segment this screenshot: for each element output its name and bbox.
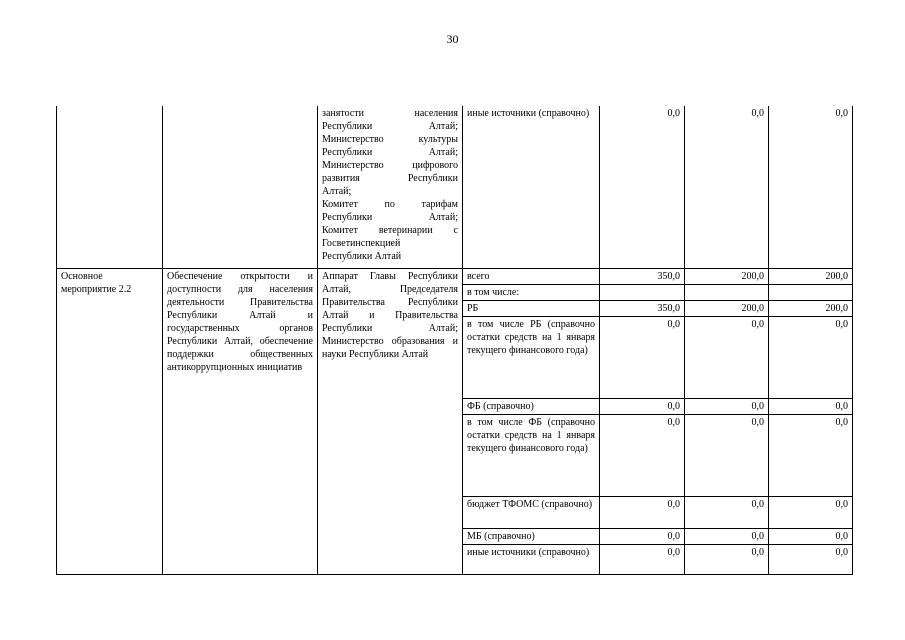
value-cell: 0,0 — [769, 544, 853, 574]
value-cell: 200,0 — [769, 300, 853, 316]
value-cell: 0,0 — [600, 106, 685, 268]
value-cell: 0,0 — [685, 496, 769, 528]
page-number: 30 — [446, 32, 459, 46]
executors-cell: занятости населения Республики Алтай; Министерство культуры Республики Алтай; Министерство цифрового развития Республики Алтай; Комитет по тарифам Республики Алтай; Комитет ветеринарии с Госветинспекцией Республики Алтай — [318, 106, 463, 268]
value-cell: 0,0 — [600, 544, 685, 574]
funding-source-cell: в том числе ФБ (справочно остатки средств на 1 января текущего финансового года) — [463, 414, 600, 496]
value-cell: 200,0 — [769, 268, 853, 284]
value-cell: 350,0 — [600, 300, 685, 316]
measure-description-cell: Обеспечение открытости и доступности для населения деятельности Правительства Республики Алтай и государственных органов Республики Алтай, обеспечение поддержки общественных антикоррупционных инициатив — [163, 268, 318, 574]
measure-name-cell: Основное мероприятие 2.2 — [57, 268, 163, 574]
funding-source-cell: бюджет ТФОМС (справочно) — [463, 496, 600, 528]
program-table — [56, 106, 853, 575]
value-cell — [769, 284, 853, 300]
value-cell: 0,0 — [600, 528, 685, 544]
value-cell: 0,0 — [685, 544, 769, 574]
value-cell: 200,0 — [685, 268, 769, 284]
value-cell: 200,0 — [685, 300, 769, 316]
value-cell: 0,0 — [600, 496, 685, 528]
value-cell: 0,0 — [769, 398, 853, 414]
table-row — [57, 268, 853, 284]
funding-source-cell: в том числе: — [463, 284, 600, 300]
funding-source-cell: в том числе РБ (справочно остатки средств на 1 января текущего финансового года) — [463, 316, 600, 398]
value-cell: 0,0 — [685, 528, 769, 544]
value-cell — [600, 284, 685, 300]
funding-source-cell: иные источники (справочно) — [463, 106, 600, 268]
value-cell: 0,0 — [685, 398, 769, 414]
value-cell: 350,0 — [600, 268, 685, 284]
value-cell: 0,0 — [769, 528, 853, 544]
value-cell: 0,0 — [769, 414, 853, 496]
value-cell: 0,0 — [600, 414, 685, 496]
value-cell: 0,0 — [769, 106, 853, 268]
value-cell: 0,0 — [685, 106, 769, 268]
funding-source-cell: РБ — [463, 300, 600, 316]
funding-source-cell: всего — [463, 268, 600, 284]
value-cell: 0,0 — [600, 316, 685, 398]
value-cell: 0,0 — [685, 414, 769, 496]
value-cell — [685, 284, 769, 300]
funding-source-cell: ФБ (справочно) — [463, 398, 600, 414]
value-cell: 0,0 — [685, 316, 769, 398]
table-row — [57, 106, 853, 268]
funding-source-cell: МБ (справочно) — [463, 528, 600, 544]
funding-source-cell: иные источники (справочно) — [463, 544, 600, 574]
measure-name-cell — [57, 106, 163, 268]
value-cell: 0,0 — [769, 496, 853, 528]
executors-cell: Аппарат Главы Республики Алтай, Председателя Правительства Республики Алтай и Правительства Республики Алтай; Министерство образования и науки Республики Алтай — [318, 268, 463, 574]
value-cell: 0,0 — [600, 398, 685, 414]
measure-description-cell — [163, 106, 318, 268]
value-cell: 0,0 — [769, 316, 853, 398]
